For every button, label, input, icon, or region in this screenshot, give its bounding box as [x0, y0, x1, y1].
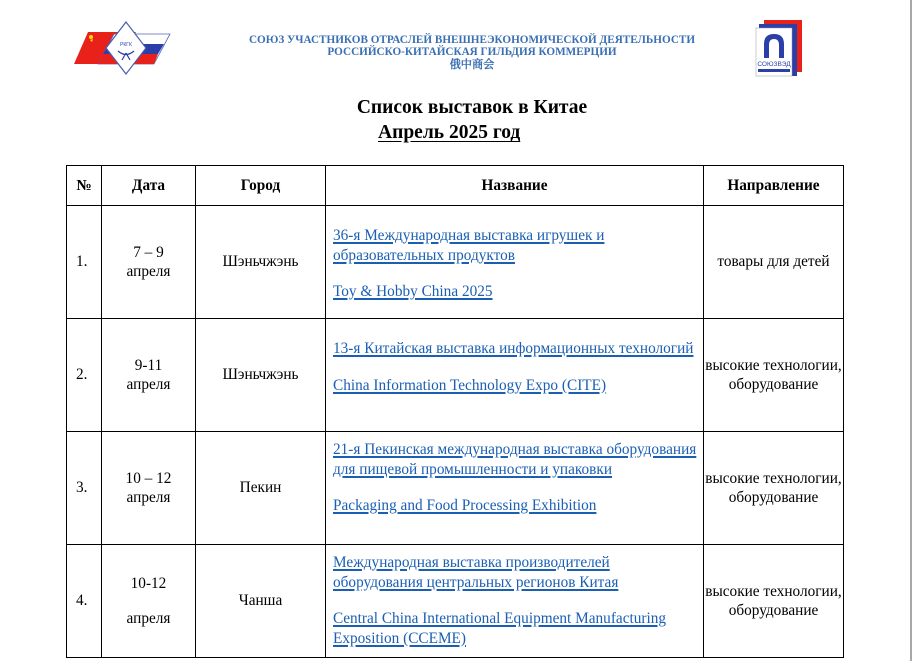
svg-text:РКГК: РКГК [120, 42, 132, 48]
header-name: Название [326, 166, 704, 206]
svg-text:СОЮЗВЭД: СОЮЗВЭД [757, 61, 791, 68]
date-range: 10-12 [130, 574, 167, 592]
row-number: 2. [67, 319, 102, 432]
row-direction: высокие технологии, оборудование [704, 432, 844, 545]
row-city: Чанша [196, 545, 326, 658]
row-name [326, 206, 704, 319]
row-date [102, 319, 196, 432]
row-name [326, 545, 704, 658]
header-number: № [67, 166, 102, 206]
rkgk-logo [74, 20, 174, 76]
exhibition-link-ru[interactable]: 13-я Китайская выставка информационных технологий [333, 340, 694, 357]
row-name [326, 432, 704, 545]
page-title: Список выставок в Китае [356, 97, 588, 118]
exhibition-link-en[interactable]: China Information Technology Expo (CITE) [333, 376, 607, 394]
date-range: 9-11 [134, 356, 163, 374]
date-month: апреля [126, 376, 171, 393]
exhibition-link-en[interactable]: Central China International Equipment Manufacturing Exposition (CCEME) [333, 610, 667, 647]
row-direction: высокие технологии, оборудование [704, 545, 844, 658]
table-row [67, 206, 844, 319]
page-subtitle: Апрель 2025 год [378, 122, 521, 143]
table-header-row [67, 166, 844, 206]
soyuzved-logo [754, 18, 816, 78]
row-date [102, 206, 196, 319]
org-name-line1: СОЮЗ УЧАСТНИКОВ ОТРАСЛЕЙ ВНЕШНЕЭКОНОМИЧЕСКОЙ ДЕЯТЕЛЬНОСТИ [248, 34, 696, 46]
date-month: апреля [126, 489, 171, 506]
row-direction: высокие технологии, оборудование [704, 319, 844, 432]
exhibition-link-en[interactable]: Toy & Hobby China 2025 [333, 283, 493, 300]
exhibition-link-ru[interactable]: 36-я Международная выставка игрушек и образовательных продуктов [333, 227, 605, 264]
exhibition-link-ru[interactable]: 21-я Пекинская международная выставка оборудования для пищевой промышленности и упаковки [333, 441, 697, 478]
table-row [67, 545, 844, 658]
row-date [102, 432, 196, 545]
date-range: 7 – 9 [133, 243, 164, 261]
table-row [67, 319, 844, 432]
exhibitions-table [66, 165, 844, 658]
table-row [67, 432, 844, 545]
row-number: 1. [67, 206, 102, 319]
row-number: 4. [67, 545, 102, 658]
header-date: Дата [102, 166, 196, 206]
row-city: Шэньчжэнь [196, 319, 326, 432]
date-range: 10 – 12 [125, 469, 172, 487]
date-month: апреля [126, 610, 171, 627]
row-city: Шэньчжэнь [196, 206, 326, 319]
row-direction: товары для детей [704, 206, 844, 319]
row-date [102, 545, 196, 658]
row-name [326, 319, 704, 432]
exhibition-link-en[interactable]: Packaging and Food Processing Exhibition [333, 497, 597, 514]
header-city: Город [196, 166, 326, 206]
date-month: апреля [126, 263, 171, 280]
exhibition-link-ru[interactable]: Международная выставка производителей оборудования центральных регионов Китая [333, 554, 619, 591]
org-name-chinese: 俄中商会 [449, 58, 495, 71]
org-name-line2: РОССИЙСКО-КИТАЙСКАЯ ГИЛЬДИЯ КОММЕРЦИИ [327, 46, 617, 59]
header-direction: Направление [704, 166, 844, 206]
row-number: 3. [67, 432, 102, 545]
row-city: Пекин [196, 432, 326, 545]
organization-header [240, 34, 704, 71]
